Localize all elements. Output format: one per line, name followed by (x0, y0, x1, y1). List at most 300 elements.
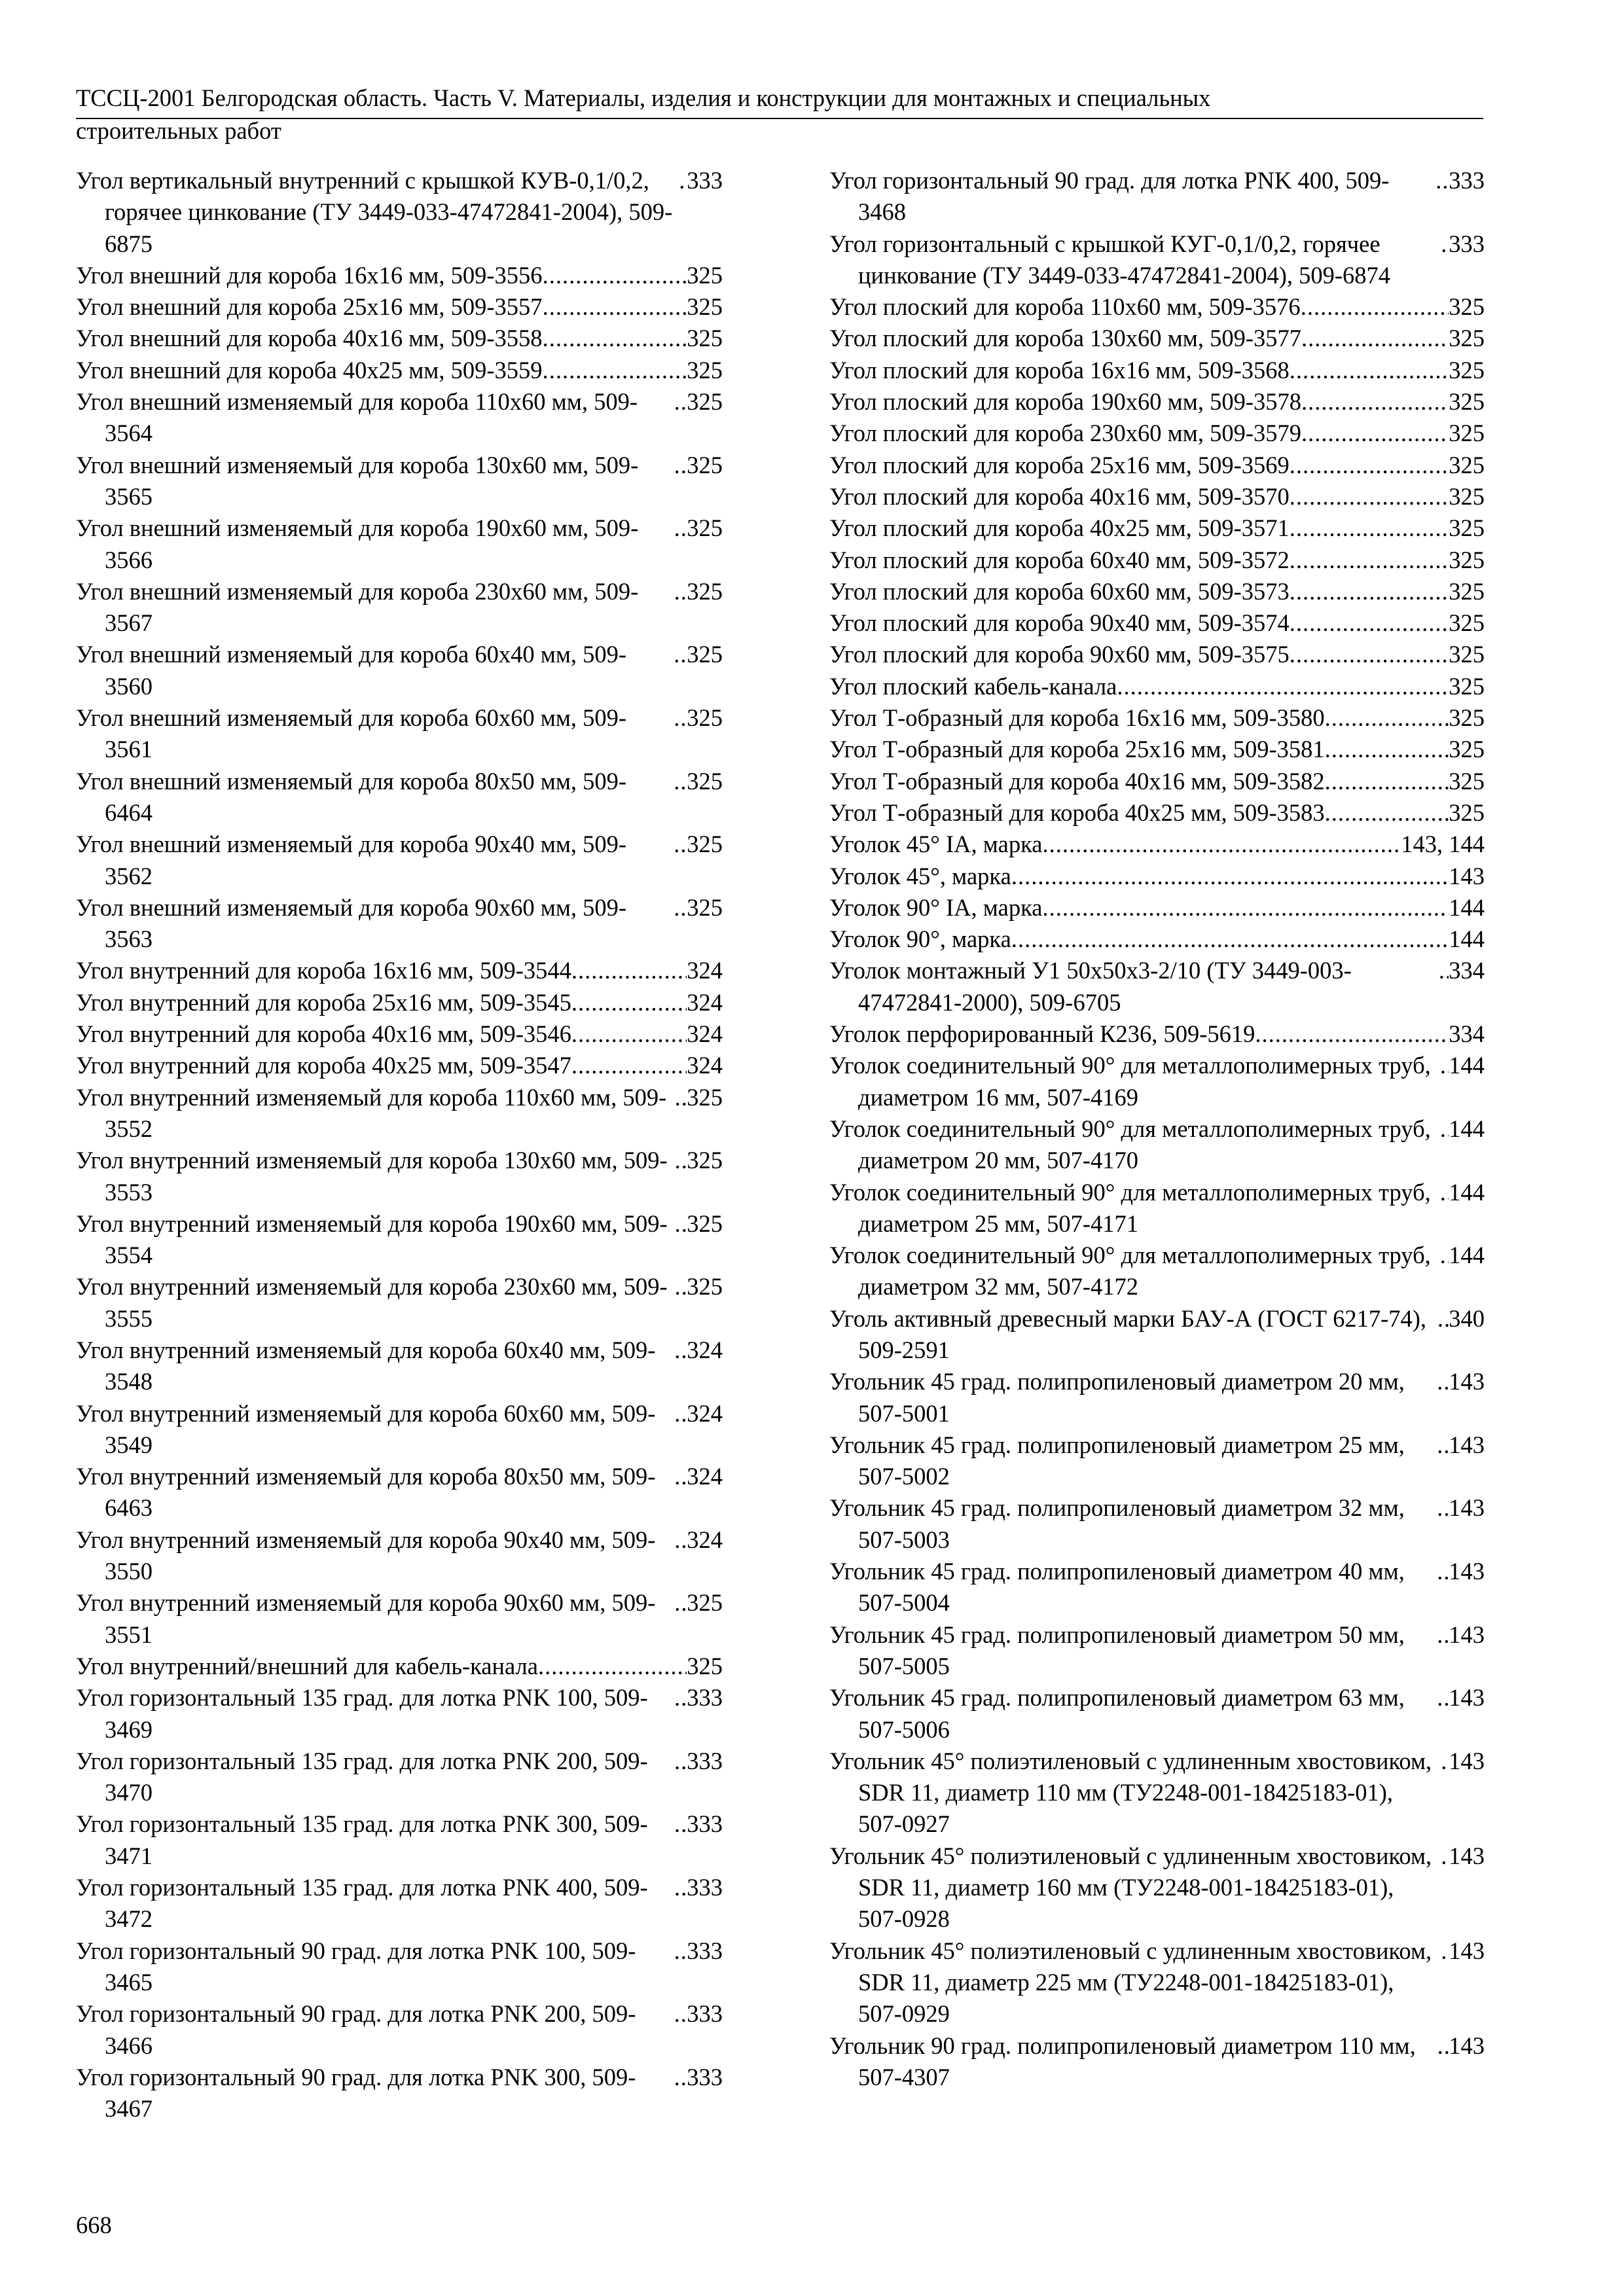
header-rule (76, 118, 1483, 119)
dot-leader (1435, 165, 1449, 196)
index-entry-text: Угол внутренний изменяемый для короба 90х60 мм, 509-3551 (76, 1589, 656, 1648)
index-entry-page: 143, 144 (1401, 831, 1485, 858)
index-entry (76, 1935, 723, 1999)
index-entry-page: 143 (1449, 1684, 1485, 1712)
index-entry (76, 1808, 723, 1872)
dot-leader (674, 702, 687, 734)
index-entry-page: 143 (1449, 1842, 1485, 1869)
index-entry-page: 325 (1449, 546, 1485, 573)
dot-leader (1301, 291, 1449, 323)
index-entry (829, 418, 1485, 449)
dot-leader (1325, 766, 1449, 797)
index-entry (76, 1524, 723, 1588)
index-entry-page: 325 (687, 641, 723, 668)
index-entry-page: 325 (687, 1589, 723, 1617)
index-entry-page: 325 (1449, 672, 1485, 700)
dot-leader (674, 512, 687, 544)
dot-leader (674, 1398, 687, 1429)
index-entry (829, 829, 1485, 860)
index-entry-page: 325 (1449, 641, 1485, 668)
index-entry (76, 892, 723, 956)
index-entry (829, 2030, 1485, 2094)
dot-leader (1437, 1492, 1449, 1524)
dot-leader (1042, 892, 1449, 924)
index-entry (76, 829, 723, 892)
dot-leader (674, 2062, 687, 2093)
dot-leader (674, 639, 687, 670)
index-entry-page: 144 (1449, 1052, 1485, 1079)
index-entry-text: Уголок 45° IA, марка (829, 831, 1043, 858)
index-entry (829, 1113, 1485, 1177)
index-entry-page: 324 (687, 1399, 723, 1427)
index-entry-text: Угол внутренний для короба 40х25 мм, 509-3547 (76, 1052, 571, 1079)
index-entry-text: Угол внешний для короба 16х16 мм, 509-3556 (76, 261, 543, 289)
index-entry-text: Угольник 45 град. полипропиленовый диаметром 20 мм, 507-5001 (829, 1368, 1405, 1427)
index-entry-page: 333 (687, 167, 723, 194)
index-entry-text: Уголок соединительный 90° для металлополимерных труб, диаметром 20 мм, 507-4170 (829, 1115, 1431, 1174)
index-entry-text: Угол горизонтальный с крышкой КУГ-0,1/0,2, горячее цинкование (ТУ 3449-033-47472841-2004), 509-6874 (829, 230, 1391, 289)
index-entry (76, 291, 723, 323)
dot-leader (674, 1587, 687, 1619)
dot-leader (679, 165, 687, 196)
running-header (76, 84, 1483, 113)
dot-leader (1437, 1303, 1449, 1335)
index-entry (829, 671, 1485, 702)
dot-leader (1290, 545, 1449, 576)
dot-leader (543, 323, 687, 354)
index-entry-text: Угольник 45 град. полипропиленовый диаметром 32 мм, 507-5003 (829, 1494, 1405, 1553)
index-entry-page: 333 (687, 1810, 723, 1838)
dot-leader (1440, 1050, 1449, 1081)
index-entry (76, 1335, 723, 1398)
dot-leader (1290, 607, 1449, 639)
index-entry-page: 325 (1449, 420, 1485, 447)
index-entry-page: 325 (687, 356, 723, 384)
index-entry (829, 1492, 1485, 1556)
index-entry (829, 1840, 1485, 1935)
index-entry (829, 1366, 1485, 1429)
dot-leader (1440, 1113, 1449, 1145)
dot-leader (674, 386, 687, 418)
index-entry-page: 325 (687, 1147, 723, 1174)
dot-leader (1290, 576, 1449, 607)
index-entry-text: Угол внутренний изменяемый для короба 130х60 мм, 509-3553 (76, 1147, 668, 1206)
index-entry-text: Уголок 90° IA, марка (829, 893, 1043, 921)
index-entry (829, 1240, 1485, 1303)
index-entry (829, 1746, 1485, 1840)
index-entry-text: Угол внутренний для короба 40х16 мм, 509-3546 (76, 1020, 571, 1048)
index-entry (76, 1587, 723, 1651)
index-entry-text: Угол внешний изменяемый для короба 230х60 мм, 509-3567 (76, 577, 639, 637)
dot-leader (1437, 1619, 1449, 1651)
index-entry-text: Угол плоский для короба 16х16 мм, 509-3568 (829, 356, 1290, 384)
index-entry (829, 955, 1485, 1018)
index-entry-page: 144 (1449, 925, 1485, 953)
index-entry (76, 2062, 723, 2125)
dot-leader (675, 1271, 687, 1302)
index-entry-page: 325 (1449, 767, 1485, 795)
index-entry-page: 333 (1449, 167, 1485, 194)
index-entry (76, 450, 723, 513)
dot-leader (1441, 1746, 1449, 1777)
index-entry-text: Угол внешний изменяемый для короба 110х60 мм, 509-3564 (76, 388, 638, 447)
index-entry (829, 924, 1485, 955)
index-entry (76, 1018, 723, 1050)
index-entry (76, 1461, 723, 1524)
index-entry (76, 702, 723, 766)
index-entry-text: Уголок 45°, марка (829, 862, 1011, 889)
index-entry-text: Угол Т-образный для короба 25х16 мм, 509-3581 (829, 736, 1325, 763)
dot-leader (1441, 1840, 1449, 1872)
index-entry-page: 325 (687, 388, 723, 416)
index-entry-page: 325 (1449, 388, 1485, 416)
dot-leader (1437, 1556, 1449, 1587)
index-entry-text: Уголок соединительный 90° для металлополимерных труб, диаметром 16 мм, 507-4169 (829, 1052, 1431, 1111)
index-entry-text: Угол внутренний/внешний для кабель-канала (76, 1652, 538, 1679)
index-entry-page: 143 (1449, 2032, 1485, 2059)
index-entry-text: Угольник 45° полиэтиленовый с удлиненным хвостовиком, SDR 11, диаметр 225 мм (ТУ2248-001-18425183-01), 507-0929 (829, 1937, 1432, 2028)
dot-leader (571, 1018, 687, 1050)
index-entry-page: 325 (687, 1210, 723, 1237)
dot-leader (1011, 924, 1449, 955)
dot-leader (1440, 1240, 1449, 1271)
index-entry (829, 576, 1485, 607)
index-entry (829, 1177, 1485, 1240)
index-entry-page: 143 (1449, 862, 1485, 889)
dot-leader (674, 576, 687, 607)
index-entry-text: Угол внутренний изменяемый для короба 190х60 мм, 509-3554 (76, 1210, 668, 1269)
index-entry-page: 325 (1449, 482, 1485, 510)
index-entry (76, 323, 723, 354)
index-entry-page: 325 (687, 451, 723, 478)
dot-leader (571, 1050, 687, 1081)
index-entry (76, 1208, 723, 1272)
index-entry (829, 1935, 1485, 2030)
index-entry-page: 144 (1449, 893, 1485, 921)
index-entry (76, 165, 723, 260)
index-entry-text: Угол внешний для короба 25х16 мм, 509-3557 (76, 293, 543, 321)
index-entry (76, 355, 723, 386)
index-entry-text: Угольник 45° полиэтиленовый с удлиненным хвостовиком, SDR 11, диаметр 110 мм (ТУ2248-001-18425183-01), 507-0927 (829, 1747, 1432, 1838)
index-entry-page: 340 (1449, 1304, 1485, 1332)
header-title: ТССЦ-2001 Белгородская область. Часть V. Материалы, изделия и конструкции для монтажных и специальных (76, 84, 1211, 111)
index-entry-page: 144 (1449, 1178, 1485, 1206)
index-entry (829, 1429, 1485, 1493)
index-entry (829, 1050, 1485, 1113)
index-entry-page: 144 (1449, 1115, 1485, 1142)
dot-leader (571, 987, 687, 1018)
index-entry-text: Угол внешний изменяемый для короба 60х40 мм, 509-3560 (76, 641, 627, 700)
index-entry-page: 333 (1449, 230, 1485, 257)
index-entry (76, 987, 723, 1018)
index-entry-page: 325 (1449, 577, 1485, 605)
dot-leader (1439, 955, 1449, 986)
dot-leader (675, 1145, 687, 1176)
dot-leader (1440, 1177, 1449, 1208)
index-column-right (829, 165, 1485, 2093)
dot-leader (674, 1935, 687, 1967)
index-entry-page: 325 (687, 261, 723, 289)
index-entry-text: Угол плоский для короба 190х60 мм, 509-3578 (829, 388, 1302, 416)
index-entry-page: 325 (687, 577, 723, 605)
index-entry-text: Угол горизонтальный 135 град. для лотка PNK 400, 509-3472 (76, 1874, 648, 1933)
index-entry-page: 143 (1449, 1558, 1485, 1585)
index-entry-page: 333 (687, 2000, 723, 2028)
index-entry (76, 386, 723, 450)
dot-leader (1042, 829, 1401, 860)
index-entry (829, 797, 1485, 829)
index-column-left (76, 165, 723, 2125)
index-entry (76, 1398, 723, 1462)
index-entry-text: Угольник 90 град. полипропиленовый диаметром 110 мм, 507-4307 (829, 2032, 1416, 2090)
dot-leader (1301, 323, 1449, 354)
index-entry (76, 1651, 723, 1682)
dot-leader (543, 260, 687, 291)
index-entry-page: 325 (687, 1273, 723, 1300)
index-entry (829, 861, 1485, 892)
index-entry-text: Угол внешний изменяемый для короба 90х40 мм, 509-3562 (76, 831, 627, 889)
index-entry-text: Угол Т-образный для короба 16х16 мм, 509-3580 (829, 704, 1325, 732)
index-entry (76, 1145, 723, 1208)
index-entry-text: Угол плоский для короба 90х40 мм, 509-3574 (829, 609, 1290, 637)
dot-leader (674, 1682, 687, 1713)
index-entry-text: Угол внешний для короба 40х25 мм, 509-3559 (76, 356, 543, 384)
dot-leader (543, 291, 687, 323)
dot-leader (1301, 386, 1449, 418)
index-entry (76, 1746, 723, 1809)
index-entry (829, 1556, 1485, 1619)
index-entry (829, 702, 1485, 734)
index-entry-text: Уголок монтажный У1 50х50х3-2/10 (ТУ 3449-003-47472841-2000), 509-6705 (829, 957, 1352, 1016)
index-entry-text: Угол плоский для короба 40х16 мм, 509-3570 (829, 482, 1290, 510)
index-entry-text: Угол горизонтальный 90 град. для лотка PNK 200, 509-3466 (76, 2000, 636, 2059)
index-entry-text: Угол плоский для короба 40х25 мм, 509-3571 (829, 514, 1290, 542)
index-entry-text: Угол Т-образный для короба 40х16 мм, 509-3582 (829, 767, 1325, 795)
index-entry-text: Угол плоский для короба 130х60 мм, 509-3577 (829, 325, 1302, 352)
index-entry (829, 481, 1485, 512)
index-entry (76, 260, 723, 291)
index-entry-page: 325 (687, 767, 723, 795)
index-entry-page: 324 (687, 1526, 723, 1553)
index-entry-page: 333 (687, 1747, 723, 1774)
dot-leader (674, 1461, 687, 1492)
dot-leader (674, 1998, 687, 2030)
index-entry-page: 325 (1449, 325, 1485, 352)
index-entry-text: Угол внешний изменяемый для короба 80х50 мм, 509-6464 (76, 767, 627, 826)
index-entry-text: Угол горизонтальный 135 град. для лотка PNK 300, 509-3471 (76, 1810, 648, 1869)
index-entry-page: 325 (687, 893, 723, 921)
index-entry-text: Уголок соединительный 90° для металлополимерных труб, диаметром 25 мм, 507-4171 (829, 1178, 1431, 1237)
index-entry-page: 325 (1449, 356, 1485, 384)
index-entry-text: Угол внутренний изменяемый для короба 80х50 мм, 509-6463 (76, 1463, 656, 1522)
index-entry (829, 450, 1485, 481)
index-entry-page: 324 (687, 1020, 723, 1048)
index-entry-page: 325 (1449, 736, 1485, 763)
index-entry-page: 143 (1449, 1937, 1485, 1964)
index-entry-text: Уголь активный древесный марки БАУ-А (ГОСТ 6217-74), 509-2591 (829, 1304, 1427, 1363)
index-entry (829, 545, 1485, 576)
dot-leader (1290, 450, 1449, 481)
dot-leader (1441, 1935, 1449, 1967)
index-entry (76, 1682, 723, 1746)
dot-leader (538, 1651, 687, 1682)
index-entry-text: Уголок перфорированный К236, 509-5619 (829, 1020, 1255, 1048)
index-entry-text: Угольник 45 град. полипропиленовый диаметром 63 мм, 507-5006 (829, 1684, 1405, 1743)
index-entry-text: Угол плоский для короба 90х60 мм, 509-3575 (829, 641, 1290, 668)
index-entry-text: Угол горизонтальный 135 град. для лотка PNK 100, 509-3469 (76, 1684, 648, 1743)
dot-leader (674, 1524, 687, 1556)
index-entry-text: Угол внутренний для короба 25х16 мм, 509-3545 (76, 988, 571, 1016)
index-entry-page: 325 (1449, 609, 1485, 637)
index-entry-page: 333 (687, 1937, 723, 1964)
index-entry-page: 334 (1449, 957, 1485, 984)
dot-leader (571, 955, 687, 986)
index-entry-text: Угол горизонтальный 90 град. для лотка PNK 400, 509-3468 (829, 167, 1390, 226)
dot-leader (1290, 639, 1449, 670)
dot-leader (674, 450, 687, 481)
index-entry (829, 355, 1485, 386)
index-entry-page: 325 (687, 831, 723, 858)
index-entry (829, 1018, 1485, 1050)
index-entry-text: Угол внешний изменяемый для короба 60х60 мм, 509-3561 (76, 704, 627, 763)
index-entry-page: 324 (687, 1052, 723, 1079)
index-entry (829, 1303, 1485, 1367)
index-entry (829, 1682, 1485, 1746)
index-entry-text: Уголок соединительный 90° для металлополимерных труб, диаметром 32 мм, 507-4172 (829, 1242, 1431, 1300)
index-entry-page: 325 (1449, 451, 1485, 478)
index-entry-page: 143 (1449, 1431, 1485, 1458)
index-entry-text: Угол внутренний изменяемый для короба 60х60 мм, 509-3549 (76, 1399, 656, 1458)
index-entry (829, 512, 1485, 544)
index-entry (76, 1271, 723, 1335)
dot-leader (1011, 861, 1449, 892)
dot-leader (675, 1208, 687, 1240)
index-entry-text: Угол вертикальный внутренний с крышкой КУВ-0,1/0,2, горячее цинкование (ТУ 3449-033-47472841-2004), 509-6875 (76, 167, 673, 257)
dot-leader (1290, 512, 1449, 544)
index-entry-page: 325 (1449, 514, 1485, 542)
index-entry-text: Угол внутренний изменяемый для короба 230х60 мм, 509-3555 (76, 1273, 668, 1332)
dot-leader (1290, 355, 1449, 386)
dot-leader (1255, 1018, 1449, 1050)
page-number: 668 (76, 2212, 112, 2238)
index-entry-text: Угол плоский для короба 60х60 мм, 509-3573 (829, 577, 1290, 605)
dot-leader (1437, 1429, 1449, 1461)
index-entry-page: 325 (1449, 704, 1485, 732)
index-entry-page: 325 (1449, 798, 1485, 826)
index-entry-page: 333 (687, 1874, 723, 1901)
index-entry (76, 512, 723, 576)
dot-leader (674, 829, 687, 860)
index-entry-text: Угол Т-образный для короба 40х25 мм, 509-3583 (829, 798, 1325, 826)
index-entry (829, 766, 1485, 797)
index-entry-page: 324 (687, 988, 723, 1016)
dot-leader (1290, 481, 1449, 512)
index-entry-text: Угол горизонтальный 90 град. для лотка PNK 300, 509-3467 (76, 2063, 636, 2123)
index-entry-text: Угол плоский кабель-канала (829, 672, 1117, 700)
dot-leader (1325, 797, 1449, 829)
dot-leader (1117, 671, 1449, 702)
dot-leader (1301, 418, 1449, 449)
dot-leader (674, 766, 687, 797)
index-entry (76, 576, 723, 639)
index-entry-text: Угольник 45 град. полипропиленовый диаметром 50 мм, 507-5005 (829, 1621, 1405, 1679)
index-entry-text: Угол внутренний изменяемый для короба 60х40 мм, 509-3548 (76, 1336, 656, 1395)
index-entry-text: Угол плоский для короба 25х16 мм, 509-3569 (829, 451, 1290, 478)
index-entry-text: Угольник 45 град. полипропиленовый диаметром 40 мм, 507-5004 (829, 1558, 1405, 1617)
index-entry-page: 334 (1449, 1020, 1485, 1048)
index-entry (76, 1998, 723, 2062)
index-entry-page: 324 (687, 1336, 723, 1363)
index-entry (76, 955, 723, 986)
dot-leader (674, 1808, 687, 1840)
dot-leader (1441, 228, 1449, 260)
dot-leader (674, 1872, 687, 1903)
dot-leader (1325, 734, 1449, 765)
index-entry-page: 144 (1449, 1242, 1485, 1269)
index-entry-page: 143 (1449, 1368, 1485, 1395)
index-entry-page: 325 (1449, 293, 1485, 321)
index-entry (829, 165, 1485, 228)
header-subtitle: строительных работ (76, 117, 281, 144)
dot-leader (1437, 1366, 1449, 1397)
dot-leader (674, 1335, 687, 1366)
index-entry-page: 324 (687, 957, 723, 984)
index-entry-text: Угол внутренний для короба 16х16 мм, 509-3544 (76, 957, 571, 984)
dot-leader (1325, 702, 1449, 734)
index-entry (76, 766, 723, 829)
dot-leader (674, 1746, 687, 1777)
dot-leader (1437, 1682, 1449, 1713)
index-entry-page: 333 (687, 1684, 723, 1712)
index-entry-text: Угол горизонтальный 135 град. для лотка PNK 200, 509-3470 (76, 1747, 648, 1806)
index-entry-text: Угол внутренний изменяемый для короба 90х40 мм, 509-3550 (76, 1526, 656, 1585)
index-entry-text: Угол внешний изменяемый для короба 90х60 мм, 509-3563 (76, 893, 627, 953)
index-entry (829, 386, 1485, 418)
index-entry-text: Угольник 45 град. полипропиленовый диаметром 25 мм, 507-5002 (829, 1431, 1405, 1490)
index-entry-page: 325 (687, 1083, 723, 1111)
index-entry-page: 143 (1449, 1747, 1485, 1774)
index-entry (76, 1872, 723, 1935)
index-entry-page: 325 (687, 293, 723, 321)
index-entry-text: Угол плоский для короба 110х60 мм, 509-3576 (829, 293, 1301, 321)
dot-leader (1437, 2030, 1449, 2062)
index-entry (829, 734, 1485, 765)
index-entry-page: 143 (1449, 1494, 1485, 1522)
index-entry (76, 639, 723, 702)
index-entry-text: Угольник 45° полиэтиленовый с удлиненным хвостовиком, SDR 11, диаметр 160 мм (ТУ2248-001-18425183-01), 507-0928 (829, 1842, 1432, 1933)
index-entry (76, 1082, 723, 1145)
index-entry-text: Уголок 90°, марка (829, 925, 1011, 953)
index-entry-page: 324 (687, 1463, 723, 1490)
index-entry-page: 325 (687, 325, 723, 352)
index-entry-text: Угол внешний изменяемый для короба 130х60 мм, 509-3565 (76, 451, 639, 510)
index-entry (829, 323, 1485, 354)
index-entry-page: 325 (687, 1652, 723, 1679)
index-entry-page: 143 (1449, 1621, 1485, 1648)
dot-leader (674, 892, 687, 924)
index-entry (829, 639, 1485, 670)
index-entry-text: Угол плоский для короба 230х60 мм, 509-3579 (829, 420, 1302, 447)
index-entry (829, 607, 1485, 639)
dot-leader (675, 1082, 687, 1113)
index-entry (829, 892, 1485, 924)
index-entry-text: Угол плоский для короба 60х40 мм, 509-3572 (829, 546, 1290, 573)
index-entry-text: Угол внешний для короба 40х16 мм, 509-3558 (76, 325, 543, 352)
index-entry-text: Угол внутренний изменяемый для короба 110х60 мм, 509-3552 (76, 1083, 667, 1142)
index-entry-page: 333 (687, 2063, 723, 2090)
index-entry-page: 325 (687, 704, 723, 732)
index-entry-text: Угол внешний изменяемый для короба 190х60 мм, 509-3566 (76, 514, 639, 573)
